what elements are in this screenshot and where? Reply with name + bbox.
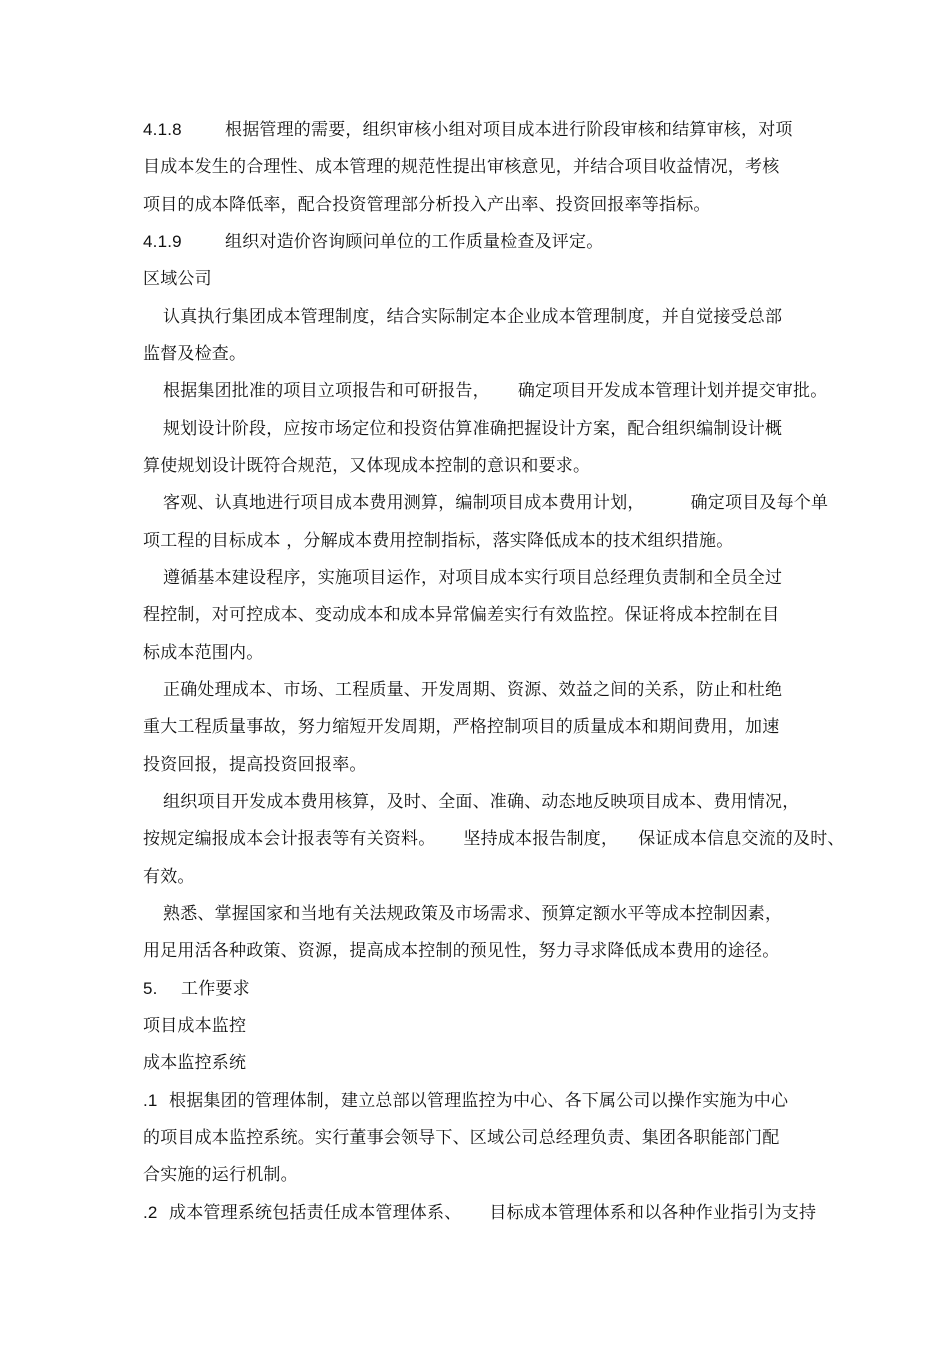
clause-number: 4.1.9 — [143, 232, 182, 251]
subsection-heading: 项目成本监控 — [143, 1016, 247, 1036]
section-title: 工作要求 — [181, 979, 250, 999]
line-text: 确定项目开发成本管理计划并提交审批。 — [517, 381, 828, 401]
line-text: 坚持成本报告制度， — [463, 829, 619, 849]
paragraph-line: 规划设计阶段，应按市场定位和投资估算准确把握设计方案，配合组织编制设计概 — [163, 419, 783, 439]
subsection-heading: 成本监控系统 — [143, 1053, 247, 1073]
paragraph-line: 有效。 — [143, 867, 195, 887]
paragraph-line: 标成本范围内。 — [143, 643, 264, 663]
line-text: 根据管理的需要，组织审核小组对项目成本进行阶段审核和结算审核，对项 — [225, 120, 793, 140]
paragraph-line: 算使规划设计既符合规范，又体现成本控制的意识和要求。 — [143, 456, 591, 476]
paragraph-line — [143, 1202, 816, 1224]
line-text: 保证成本信息交流的及时、 — [638, 829, 845, 849]
paragraph-line: 用足用活各种政策、资源，提高成本控制的预见性，努力寻求降低成本费用的途径。 — [143, 941, 780, 961]
paragraph-line: 程控制，对可控成本、变动成本和成本异常偏差实行有效监控。保证将成本控制在目 — [143, 605, 780, 625]
paragraph-line — [143, 1090, 788, 1112]
line-text: 根据集团批准的项目立项报告和可研报告， — [163, 381, 490, 401]
paragraph-line — [143, 231, 603, 253]
paragraph-line — [143, 119, 793, 141]
paragraph-line: 投资回报，提高投资回报率。 — [143, 755, 367, 775]
paragraph-line — [143, 828, 845, 850]
line-text: 客观、认真地进行项目成本费用测算，编制项目成本费用计划， — [163, 493, 645, 513]
paragraph-line: 遵循基本建设程序，实施项目运作，对项目成本实行项目总经理负责制和全员全过 — [163, 568, 783, 588]
paragraph-line: 熟悉、掌握国家和当地有关法规政策及市场需求、预算定额水平等成本控制因素， — [163, 904, 783, 924]
paragraph-line: 组织项目开发成本费用核算，及时、全面、准确、动态地反映项目成本、费用情况， — [163, 792, 800, 812]
paragraph-line: 项工程的目标成本 ，分解成本费用控制指标，落实降低成本的技术组织措施。 — [143, 531, 734, 551]
paragraph-line: 项目的成本降低率，配合投资管理部分析投入产出率、投资回报率等指标。 — [143, 195, 711, 215]
section-heading — [143, 978, 250, 1000]
line-text: 组织对造价咨询顾问单位的工作质量检查及评定。 — [225, 232, 604, 252]
paragraph-line — [163, 492, 828, 514]
section-heading: 区域公司 — [143, 269, 212, 289]
line-text: 根据集团的管理体制，建立总部以管理监控为中心、各下属公司以操作实施为中心 — [169, 1091, 789, 1111]
line-text: 目标成本管理体系和以各种作业指引为支持 — [489, 1203, 817, 1223]
paragraph-line: 重大工程质量事故，努力缩短开发周期，严格控制项目的质量成本和期间费用，加速 — [143, 717, 780, 737]
paragraph-line: 目成本发生的合理性、成本管理的规范性提出审核意见，并结合项目收益情况，考核 — [143, 157, 780, 177]
clause-number: .2 — [143, 1203, 158, 1222]
paragraph-line: 正确处理成本、市场、工程质量、开发周期、资源、效益之间的关系，防止和杜绝 — [163, 680, 783, 700]
clause-number: 4.1.8 — [143, 120, 182, 139]
paragraph-line: 的项目成本监控系统。实行董事会领导下、区域公司总经理负责、集团各职能部门配 — [143, 1128, 780, 1148]
paragraph-line: 合实施的运行机制。 — [143, 1165, 298, 1185]
section-number: 5. — [143, 979, 158, 998]
line-text: 确定项目及每个单 — [690, 493, 829, 513]
clause-number: .1 — [143, 1091, 158, 1110]
line-text: 按规定编报成本会计报表等有关资料。 — [143, 829, 436, 849]
paragraph-line: 认真执行集团成本管理制度，结合实际制定本企业成本管理制度，并自觉接受总部 — [163, 307, 783, 327]
paragraph-line — [163, 380, 827, 402]
paragraph-line: 监督及检查。 — [143, 344, 247, 364]
line-text: 成本管理系统包括责任成本管理体系、 — [169, 1203, 462, 1223]
